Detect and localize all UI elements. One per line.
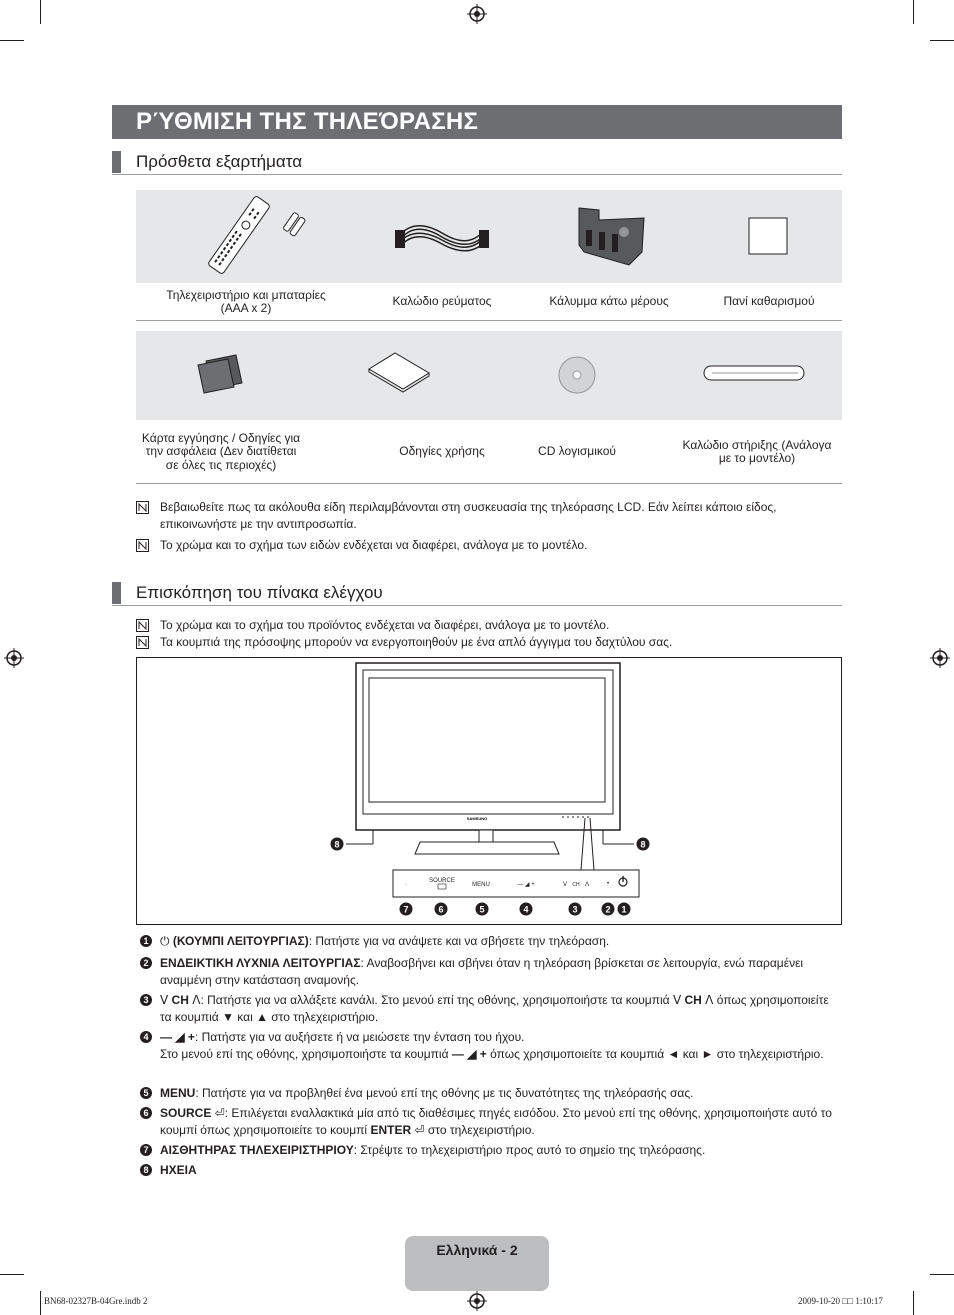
svg-text:·: · <box>405 882 407 888</box>
volume-icon: — ◢ + <box>451 1046 487 1061</box>
note-text: Το χρώμα και το σχήμα των ειδών ενδέχεται να διαφέρει, ανάλογα με το μοντέλο. <box>160 538 588 552</box>
accessory-label: Κάλυμμα κάτω μέρους <box>549 294 669 309</box>
section-heading-control-panel <box>112 582 842 606</box>
callout-8: 8 <box>640 839 646 850</box>
legend-text: : Στρέψτε το τηλεχειριστήριο προς αυτό το σημείο της τηλεόρασης. <box>353 1143 706 1157</box>
registration-mark-icon <box>4 648 24 668</box>
section-title: Πρόσθετα εξαρτήματα <box>136 152 303 171</box>
crop-mark <box>913 1291 914 1315</box>
print-slug: 2009-10-20 □□ 1:10:17 <box>798 1296 883 1306</box>
ch-button-label: CH <box>572 882 580 888</box>
section-title: Επισκόπηση του πίνακα ελέγχου <box>136 583 383 602</box>
legend-number: 8 <box>140 1164 152 1176</box>
legend-term: (ΚΟΥΜΠΙ ΛΕΙΤΟΥΡΓΙΑΣ) <box>172 934 309 948</box>
legend-number: 6 <box>140 1107 152 1119</box>
note-icon <box>136 539 149 552</box>
bottom-cover-icon <box>524 190 694 283</box>
legend-text: : Πατήστε για να αυξήσετε ή να μειώσετε την ένταση του ήχου. <box>194 1030 525 1044</box>
power-cord-icon <box>357 190 527 283</box>
legend-term: SOURCE <box>160 1106 212 1120</box>
registration-mark-icon <box>467 1291 487 1311</box>
legend-term: MENU <box>160 1086 196 1100</box>
accessory-label: Κάρτα εγγύησης / Οδηγίες για την ασφάλεια (Δεν διατίθεται σε όλες τις περιοχές) <box>141 430 301 472</box>
page-title: ΡΎΘΜΙΣΗ ΤΗΣ ΤΗΛΕΌΡΑΣΗΣ <box>112 105 842 139</box>
crop-mark <box>930 1274 954 1275</box>
accessory-cd <box>492 331 662 484</box>
accessory-label: Πανί καθαρισμού <box>723 294 815 309</box>
callout-1: 1 <box>621 904 627 915</box>
accessory-cleaning-cloth <box>684 190 854 321</box>
legend-term: ΗΧΕΙΑ <box>160 1163 197 1177</box>
accessory-label: Τηλεχειριστήριο και μπαταρίες (AAA x 2) <box>166 287 326 315</box>
warranty-card-icon <box>136 331 306 420</box>
chevron-down-icon: ᐯ <box>672 993 685 1007</box>
accessory-label: CD λογισμικού <box>538 444 616 459</box>
legend-item-6 <box>136 1105 842 1138</box>
legend-text: όπως χρησιμοποιείτε τα κουμπιά ▼ και ▲ στο τηλεχειριστήριο. <box>160 993 829 1024</box>
enter-icon: ⏎ <box>414 1122 425 1137</box>
svg-text:•: • <box>606 881 610 887</box>
accessory-bottom-cover <box>524 190 694 321</box>
section-marker <box>112 151 121 173</box>
accessory-label: Καλώδιο στήριξης (Ανάλογα με το μοντέλο) <box>682 437 832 465</box>
accessories-row <box>136 190 842 321</box>
section-heading-accessories <box>112 151 842 175</box>
legend-term: ΑΙΣΘΗΤΗΡΑΣ ΤΗΛΕΧΕΙΡΙΣΤΗΡΙΟΥ <box>160 1143 354 1157</box>
legend-text: όπως χρησιμοποιείτε τα κουμπιά ◄ και ► στο τηλεχειριστήριο. <box>490 1046 824 1061</box>
accessory-warranty-card <box>136 331 336 484</box>
legend-item-3 <box>136 992 842 1025</box>
chevron-up-icon: ᐱ <box>701 993 717 1007</box>
legend-term: CH <box>684 993 702 1007</box>
legend-item-8 <box>136 1162 842 1179</box>
crop-mark <box>0 40 24 41</box>
legend-text: : Αναβοσβήνει και σβήνει όταν η τηλεόραση βρίσκεται σε λειτουργία, ενώ παραμένει αναμμένη στην κατάσταση αναμονής. <box>160 956 804 987</box>
note-text: Βεβαιωθείτε πως τα ακόλουθα είδη περιλαμβάνονται στη συσκευασία της τηλεόρασης LCD. Εάν λείπει κάποιο είδος, επικοινωνήστε με την αντιπροσωπία. <box>160 500 777 531</box>
legend-item-5 <box>136 1085 842 1102</box>
brand-logo: SAMSUNG <box>466 816 488 821</box>
print-slug: BN68-02327B-04Gre.indb 2 <box>44 1296 148 1306</box>
crop-mark <box>913 0 914 24</box>
note-icon <box>136 619 149 632</box>
legend-term: ΕΝΔΕΙΚΤΙΚΗ ΛΥΧΝΙΑ ΛΕΙΤΟΥΡΓΙΑΣ <box>160 956 361 970</box>
crop-mark <box>0 1274 24 1275</box>
accessories-row <box>136 331 842 484</box>
registration-mark-icon <box>930 648 950 668</box>
svg-text:— ◢ +: — ◢ + <box>517 882 535 888</box>
remote-control-icon <box>161 190 331 283</box>
legend-text: Στο μενού επί της οθόνης, χρησιμοποιήστε τα κουμπιά <box>160 1046 449 1061</box>
accessory-remote <box>161 190 331 321</box>
note-text: Το χρώμα και το σχήμα του προϊόντος ενδέχεται να διαφέρει, ανάλογα με το μοντέλο. <box>160 618 610 632</box>
holder-wire-icon <box>672 331 842 420</box>
control-panel-diagram <box>136 657 842 925</box>
legend-number: 4 <box>140 1031 152 1043</box>
note-icon <box>136 636 149 649</box>
callout-6: 6 <box>438 904 444 915</box>
legend-number: 5 <box>140 1087 152 1099</box>
callout-2: 2 <box>605 904 611 915</box>
callout-3: 3 <box>572 904 578 915</box>
chevron-down-icon: ᐯ <box>160 993 172 1007</box>
legend-number: 2 <box>140 957 152 969</box>
svg-text:ᐱ: ᐱ <box>584 882 590 888</box>
note <box>136 617 816 634</box>
callout-5: 5 <box>479 904 485 915</box>
legend-number: 7 <box>140 1144 152 1156</box>
legend-term: ENTER <box>370 1122 412 1137</box>
note-icon <box>136 501 149 514</box>
legend-text: : Πατήστε για να ανάψετε και να σβήσετε την τηλεόραση. <box>308 934 610 948</box>
callout-4: 4 <box>523 904 529 915</box>
accessory-label: Καλώδιο ρεύματος <box>392 294 492 309</box>
accessory-power-cord <box>357 190 527 321</box>
cleaning-cloth-icon <box>684 190 854 283</box>
legend-number: 1 <box>140 935 152 947</box>
legend-item-2 <box>136 955 842 988</box>
source-button-label: SOURCE <box>429 878 455 884</box>
legend-number: 3 <box>140 994 152 1006</box>
note-text: Τα κουμπιά της πρόσοψης μπορούν να ενεργοποιηθούν με ένα απλό άγγιγμα του δαχτύλου σας. <box>160 635 673 649</box>
legend-text: : Πατήστε για να προβληθεί ένα μενού επί της οθόνης με τις δυνατότητες της τηλεόρασής σας. <box>195 1086 694 1100</box>
accessory-holder-wire <box>672 331 842 484</box>
callout-8: 8 <box>334 839 340 850</box>
registration-mark-icon <box>467 4 487 24</box>
crop-mark <box>930 40 954 41</box>
legend-item-1 <box>136 933 842 950</box>
note <box>136 537 816 554</box>
legend-item-7 <box>136 1142 842 1159</box>
callout-7: 7 <box>403 904 409 915</box>
legend-text: : Πατήστε για να αλλάξετε κανάλι. Στο μενού επί της οθόνης, χρησιμοποιήστε τα κουμπιά <box>200 993 670 1007</box>
note <box>136 634 816 651</box>
tv-front-illustration <box>137 658 841 924</box>
cd-icon <box>492 331 662 420</box>
legend-item-4 <box>136 1029 842 1062</box>
power-icon: ⏻ <box>160 934 173 948</box>
accessory-label: Οδηγίες χρήσης <box>399 444 485 459</box>
legend-text: : Επιλέγεται εναλλακτικά μία από τις διαθέσιμες πηγές εισόδου. Στο μενού επί της οθόνης, χρησιμοποιήστε αυτό το κουμπί όπως χρησιμοποιείτε το κουμπί <box>160 1106 832 1137</box>
note <box>136 499 816 533</box>
crop-mark <box>40 1291 41 1315</box>
enter-icon: ⏎ <box>214 1106 225 1120</box>
legend-text: στο τηλεχειριστήριο. <box>427 1122 535 1137</box>
menu-button-label: MENU <box>472 882 490 888</box>
page-number-tab: Ελληνικά - 2 <box>405 1236 549 1291</box>
section-marker <box>112 582 121 604</box>
legend-term: CH <box>171 993 189 1007</box>
volume-icon: — ◢ + <box>160 1030 195 1044</box>
svg-text:ᐯ: ᐯ <box>562 882 568 888</box>
chevron-up-icon: ᐱ <box>188 993 201 1007</box>
crop-mark <box>40 0 41 24</box>
